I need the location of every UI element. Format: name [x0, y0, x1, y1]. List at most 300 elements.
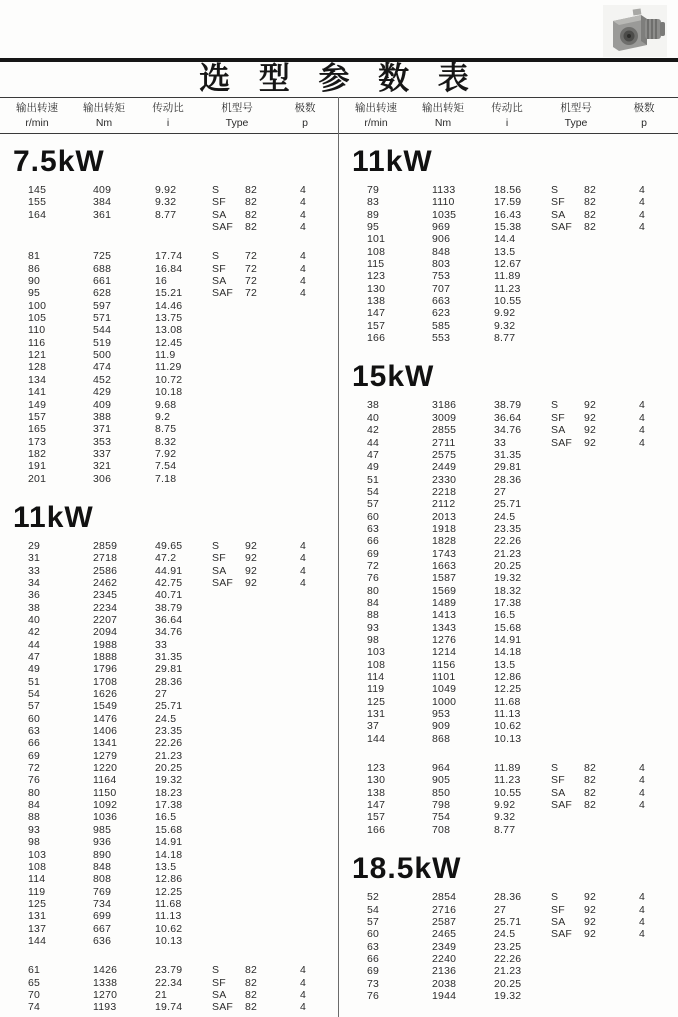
speed-cell: 125 — [28, 897, 47, 910]
table-row — [0, 923, 338, 935]
poles-cell — [300, 676, 330, 689]
speed-cell: 47 — [28, 651, 41, 663]
torque-cell: 452 — [93, 373, 112, 386]
type-size-cell — [245, 614, 300, 627]
ratio-cell: 9.32 — [494, 319, 516, 332]
speed-cell: 110 — [28, 324, 46, 337]
torque-cell: 2854 — [432, 891, 457, 904]
table-row — [339, 978, 678, 990]
ratio-cell: 13.08 — [155, 324, 183, 337]
poles-cell — [300, 300, 330, 313]
torque-cell: 3186 — [432, 399, 457, 412]
speed-cell — [28, 221, 93, 234]
type-size-cell — [245, 811, 300, 824]
table-row — [0, 374, 338, 386]
type-letter-cell: S — [551, 891, 559, 904]
type-letter-cell — [212, 386, 245, 399]
torque-cell: 803 — [432, 258, 451, 271]
speed-cell: 84 — [28, 799, 41, 812]
ratio-cell: 13.5 — [494, 658, 516, 671]
poles-cell — [300, 861, 330, 874]
table-row — [0, 799, 338, 811]
poles-cell: 4 — [639, 196, 646, 209]
torque-cell: 725 — [93, 250, 112, 263]
type-letter-cell: SA — [212, 208, 227, 221]
table-row — [339, 799, 678, 811]
type-letter-cell — [551, 941, 584, 954]
speed-cell: 123 — [367, 762, 386, 775]
speed-cell: 157 — [28, 410, 47, 423]
type-size-cell — [584, 659, 639, 672]
poles-cell: 4 — [300, 964, 307, 977]
type-size-cell — [584, 295, 639, 308]
table-row — [0, 324, 338, 336]
type-size-cell — [584, 332, 639, 345]
table-column-left — [0, 135, 338, 1017]
table-row — [0, 436, 338, 448]
header-torque-unit: Nm — [434, 117, 452, 129]
table-row — [0, 423, 338, 435]
table-row — [339, 733, 678, 745]
table-row — [339, 774, 678, 786]
ratio-cell: 9.2 — [155, 410, 171, 423]
torque-cell: 361 — [93, 208, 112, 221]
type-size-cell: 82 — [584, 762, 597, 775]
ratio-cell: 7.54 — [155, 460, 177, 473]
poles-cell: 4 — [639, 928, 646, 941]
speed-cell: 123 — [367, 270, 386, 283]
type-size-cell: 82 — [584, 799, 597, 812]
ratio-cell: 10.72 — [155, 373, 183, 386]
torque-cell: 623 — [432, 307, 451, 320]
ratio-cell: 25.71 — [155, 700, 183, 713]
torque-cell: 754 — [432, 811, 451, 824]
poles-cell: 4 — [639, 762, 646, 775]
type-size-cell: 92 — [584, 891, 597, 904]
type-letter-cell — [212, 774, 245, 787]
poles-cell: 4 — [639, 411, 646, 424]
torque-cell: 798 — [432, 799, 451, 812]
poles-cell: 4 — [300, 208, 307, 221]
type-letter-cell: SA — [551, 424, 566, 437]
type-size-cell — [584, 258, 639, 271]
torque-cell: 1279 — [93, 749, 118, 762]
table-row — [0, 263, 338, 275]
table-row — [0, 386, 338, 398]
poles-cell — [300, 436, 330, 449]
type-letter-cell — [551, 246, 584, 259]
type-size-cell — [245, 589, 300, 602]
table-row — [339, 535, 678, 547]
type-size-cell — [245, 923, 300, 936]
table-row — [0, 312, 338, 324]
speed-cell: 141 — [28, 386, 47, 399]
table-row — [339, 659, 678, 671]
ratio-cell: 8.77 — [494, 823, 516, 836]
type-letter-cell: S — [212, 184, 220, 196]
type-size-cell: 82 — [245, 964, 258, 977]
poles-cell — [300, 713, 330, 726]
table-row — [339, 548, 678, 560]
type-letter-cell — [551, 535, 584, 548]
type-letter-cell: SA — [551, 915, 566, 928]
ratio-cell: 13.75 — [155, 312, 183, 325]
speed-cell: 40 — [28, 613, 41, 626]
ratio-cell: 44.91 — [155, 564, 183, 577]
table-row — [339, 221, 678, 233]
ratio-cell: 47.2 — [155, 552, 177, 565]
type-letter-cell — [551, 498, 584, 511]
poles-cell — [639, 965, 669, 978]
type-size-cell — [245, 762, 300, 775]
type-letter-cell — [212, 423, 245, 436]
torque-cell: 1341 — [93, 737, 118, 750]
table-row — [339, 246, 678, 258]
speed-cell: 61 — [28, 964, 41, 977]
type-size-cell: 82 — [245, 988, 258, 1001]
ratio-cell: 12.25 — [494, 683, 522, 696]
type-letter-cell: SF — [551, 411, 565, 424]
table-row — [0, 787, 338, 799]
table-row — [339, 258, 678, 270]
ratio-cell: 18.56 — [494, 184, 522, 196]
torque-cell: 1035 — [432, 208, 457, 221]
speed-cell: 37 — [367, 720, 380, 733]
table-row — [0, 700, 338, 712]
poles-cell: 4 — [300, 988, 307, 1001]
type-letter-cell — [551, 671, 584, 684]
header-poles — [611, 102, 677, 133]
type-letter-cell — [212, 700, 245, 713]
poles-cell: 4 — [639, 399, 646, 412]
table-row — [0, 713, 338, 725]
ratio-cell: 11.68 — [155, 897, 182, 910]
ratio-cell: 18.23 — [155, 786, 183, 799]
poles-cell — [300, 663, 330, 676]
ratio-cell: 17.59 — [494, 196, 522, 209]
ratio-cell: 12.86 — [494, 671, 522, 684]
poles-cell: 4 — [639, 799, 646, 812]
type-size-cell — [584, 461, 639, 474]
torque-cell: 2207 — [93, 613, 118, 626]
ratio-cell: 40.71 — [155, 589, 183, 602]
type-letter-cell — [551, 258, 584, 271]
data-block — [339, 891, 678, 1002]
type-letter-cell — [551, 965, 584, 978]
speed-cell: 147 — [367, 307, 386, 320]
poles-cell — [300, 923, 330, 936]
type-letter-cell — [551, 461, 584, 474]
table-row — [0, 411, 338, 423]
table-row — [0, 460, 338, 472]
ratio-cell: 11.89 — [494, 762, 521, 775]
data-block — [339, 762, 678, 836]
type-size-cell — [245, 399, 300, 412]
type-size-cell: 82 — [584, 774, 597, 787]
table-row — [0, 1001, 338, 1013]
ratio-cell: 10.55 — [494, 786, 522, 799]
speed-cell: 66 — [367, 535, 380, 548]
speed-cell: 49 — [28, 663, 41, 676]
ratio-cell: 16.84 — [155, 262, 183, 275]
torque-cell: 2859 — [93, 539, 118, 552]
type-letter-cell: SAF — [551, 928, 573, 941]
section-title-7.5kW: 7.5kW — [13, 145, 105, 178]
type-letter-cell — [551, 696, 584, 709]
type-letter-cell — [212, 873, 245, 886]
type-size-cell: 82 — [584, 208, 597, 221]
speed-cell: 76 — [367, 572, 380, 585]
type-size-cell: 92 — [584, 411, 597, 424]
speed-cell: 72 — [28, 762, 41, 775]
table-row — [339, 474, 678, 486]
type-size-cell: 92 — [584, 928, 597, 941]
torque-cell: 2587 — [432, 915, 457, 928]
ratio-cell: 12.86 — [155, 873, 183, 886]
torque-cell: 808 — [93, 873, 112, 886]
type-letter-cell — [551, 990, 584, 1003]
type-size-cell — [584, 941, 639, 954]
table-row — [0, 989, 338, 1001]
torque-cell: 953 — [432, 708, 451, 721]
torque-cell: 1918 — [432, 522, 457, 535]
type-letter-cell: SF — [551, 903, 565, 916]
table-row — [339, 283, 678, 295]
poles-cell — [300, 460, 330, 473]
speed-cell: 138 — [367, 786, 386, 799]
poles-cell: 4 — [300, 287, 307, 300]
type-size-cell — [584, 560, 639, 573]
speed-cell: 149 — [28, 398, 47, 411]
speed-cell: 63 — [367, 522, 380, 535]
type-letter-cell: SAF — [551, 799, 573, 812]
header-poles-label: 极数 — [294, 102, 316, 114]
speed-cell: 95 — [28, 287, 41, 300]
type-size-cell — [584, 283, 639, 296]
type-letter-cell — [551, 978, 584, 991]
header-ratio — [473, 102, 541, 133]
type-size-cell — [245, 873, 300, 886]
torque-cell: 909 — [432, 720, 451, 733]
torque-cell: 850 — [432, 786, 451, 799]
poles-cell — [639, 320, 669, 333]
torque-cell: 409 — [93, 398, 112, 411]
type-size-cell — [584, 824, 639, 837]
header-poles — [272, 102, 338, 133]
speed-cell: 191 — [28, 460, 47, 473]
speed-cell: 134 — [28, 373, 47, 386]
type-size-cell — [584, 634, 639, 647]
poles-cell — [300, 725, 330, 738]
torque-cell: 474 — [93, 361, 112, 374]
poles-cell — [300, 799, 330, 812]
speed-cell: 128 — [28, 361, 47, 374]
ratio-cell: 36.64 — [494, 411, 522, 424]
poles-cell: 4 — [639, 786, 646, 799]
poles-cell — [639, 560, 669, 573]
ratio-cell: 23.35 — [494, 522, 522, 535]
type-letter-cell — [551, 683, 584, 696]
poles-cell — [639, 708, 669, 721]
type-letter-cell — [551, 659, 584, 672]
type-size-cell — [245, 639, 300, 652]
type-letter-cell — [212, 910, 245, 923]
torque-cell: 848 — [432, 245, 451, 258]
torque-cell: 1549 — [93, 700, 118, 713]
type-letter-cell — [212, 836, 245, 849]
table-row — [0, 898, 338, 910]
type-size-cell — [584, 535, 639, 548]
header-poles-unit: p — [302, 117, 308, 129]
torque-cell: 1036 — [93, 811, 118, 824]
ratio-cell: 12.45 — [155, 336, 183, 349]
speed-cell: 80 — [28, 786, 41, 799]
ratio-cell: 28.36 — [155, 675, 183, 688]
table-row — [339, 720, 678, 732]
torque-cell: 2240 — [432, 952, 457, 965]
poles-cell — [639, 233, 669, 246]
header-ratio-label: 传动比 — [152, 102, 184, 114]
header-model — [202, 102, 272, 133]
type-size-cell — [245, 337, 300, 350]
ratio-cell: 15.68 — [494, 621, 522, 634]
speed-cell: 119 — [367, 683, 385, 696]
type-size-cell — [584, 696, 639, 709]
type-size-cell — [245, 737, 300, 750]
type-size-cell: 92 — [584, 903, 597, 916]
table-row — [0, 977, 338, 989]
torque-cell: 1156 — [432, 658, 456, 671]
ratio-cell: 21.23 — [494, 965, 522, 978]
type-letter-cell — [212, 639, 245, 652]
type-letter-cell — [551, 811, 584, 824]
type-size-cell — [245, 423, 300, 436]
ratio-cell: 7.18 — [155, 472, 177, 485]
table-row — [0, 639, 338, 651]
ratio-cell: 29.81 — [494, 461, 522, 474]
type-size-cell — [245, 312, 300, 325]
table-row — [0, 552, 338, 564]
ratio-cell: 15.21 — [155, 287, 183, 300]
torque-cell: 2855 — [432, 424, 457, 437]
torque-cell: 661 — [93, 275, 112, 288]
speed-cell: 31 — [28, 552, 41, 565]
table-row — [339, 437, 678, 449]
speed-cell: 57 — [367, 915, 380, 928]
type-size-cell: 92 — [245, 539, 258, 552]
header-poles-label: 极数 — [633, 102, 655, 114]
type-size-cell — [245, 861, 300, 874]
table-row — [0, 762, 338, 774]
torque-cell: 2345 — [93, 589, 118, 602]
poles-cell — [639, 523, 669, 536]
torque-cell — [93, 221, 155, 234]
ratio-cell: 15.68 — [155, 823, 183, 836]
table-row — [339, 990, 678, 1002]
poles-cell — [300, 824, 330, 837]
poles-cell — [639, 461, 669, 474]
table-row — [339, 916, 678, 928]
ratio-cell: 9.92 — [494, 307, 516, 320]
type-letter-cell — [551, 511, 584, 524]
type-letter-cell — [551, 824, 584, 837]
speed-cell: 147 — [367, 799, 386, 812]
torque-cell: 2094 — [93, 626, 118, 639]
type-letter-cell: S — [212, 250, 220, 263]
speed-cell: 98 — [367, 634, 380, 646]
type-letter-cell — [551, 733, 584, 746]
table-row — [0, 849, 338, 861]
speed-cell: 49 — [367, 461, 380, 474]
torque-cell: 306 — [93, 472, 112, 485]
type-size-cell — [584, 720, 639, 733]
ratio-cell: 24.5 — [494, 510, 516, 523]
type-size-cell — [584, 965, 639, 978]
torque-cell: 1270 — [93, 988, 118, 1001]
table-row — [339, 307, 678, 319]
ratio-cell: 31.35 — [494, 448, 522, 461]
type-size-cell: 82 — [584, 786, 597, 799]
type-size-cell: 72 — [245, 275, 258, 288]
type-letter-cell: S — [551, 762, 559, 775]
table-column-right — [339, 135, 678, 1017]
torque-cell: 553 — [432, 332, 451, 345]
type-size-cell — [245, 725, 300, 738]
torque-cell: 585 — [432, 319, 451, 332]
type-size-cell — [584, 307, 639, 320]
type-size-cell — [584, 548, 639, 561]
table-row — [0, 737, 338, 749]
ratio-cell: 36.64 — [155, 613, 183, 626]
speed-cell: 72 — [367, 559, 380, 572]
table-row — [0, 935, 338, 947]
type-letter-cell — [551, 560, 584, 573]
ratio-cell: 27 — [494, 485, 507, 498]
speed-cell: 114 — [367, 671, 385, 684]
type-letter-cell — [551, 720, 584, 733]
type-letter-cell — [551, 609, 584, 622]
table-header-row — [0, 99, 678, 133]
type-letter-cell — [212, 676, 245, 689]
header-rule — [0, 133, 678, 134]
speed-cell: 108 — [367, 658, 386, 671]
poles-cell — [300, 651, 330, 664]
table-row — [0, 873, 338, 885]
table-row — [0, 774, 338, 786]
ratio-cell: 25.71 — [494, 915, 522, 928]
torque-cell: 628 — [93, 287, 112, 300]
type-letter-cell: SAF — [212, 287, 234, 300]
type-letter-cell: S — [212, 964, 220, 977]
torque-cell: 1276 — [432, 634, 457, 646]
poles-cell — [639, 622, 669, 635]
speed-cell: 155 — [28, 196, 47, 209]
type-letter-cell: SA — [212, 275, 227, 288]
ratio-cell: 25.71 — [494, 498, 522, 511]
type-size-cell — [584, 246, 639, 259]
ratio-cell: 17.38 — [155, 799, 183, 812]
torque-cell: 519 — [93, 336, 112, 349]
type-size-cell — [584, 597, 639, 610]
speed-cell: 44 — [367, 436, 380, 449]
poles-cell — [639, 270, 669, 283]
torque-cell: 969 — [432, 221, 451, 234]
torque-cell: 708 — [432, 823, 451, 836]
speed-cell: 121 — [28, 349, 47, 362]
poles-cell — [300, 811, 330, 824]
header-speed-label: 输出转速 — [355, 102, 397, 114]
header-torque — [413, 102, 473, 133]
